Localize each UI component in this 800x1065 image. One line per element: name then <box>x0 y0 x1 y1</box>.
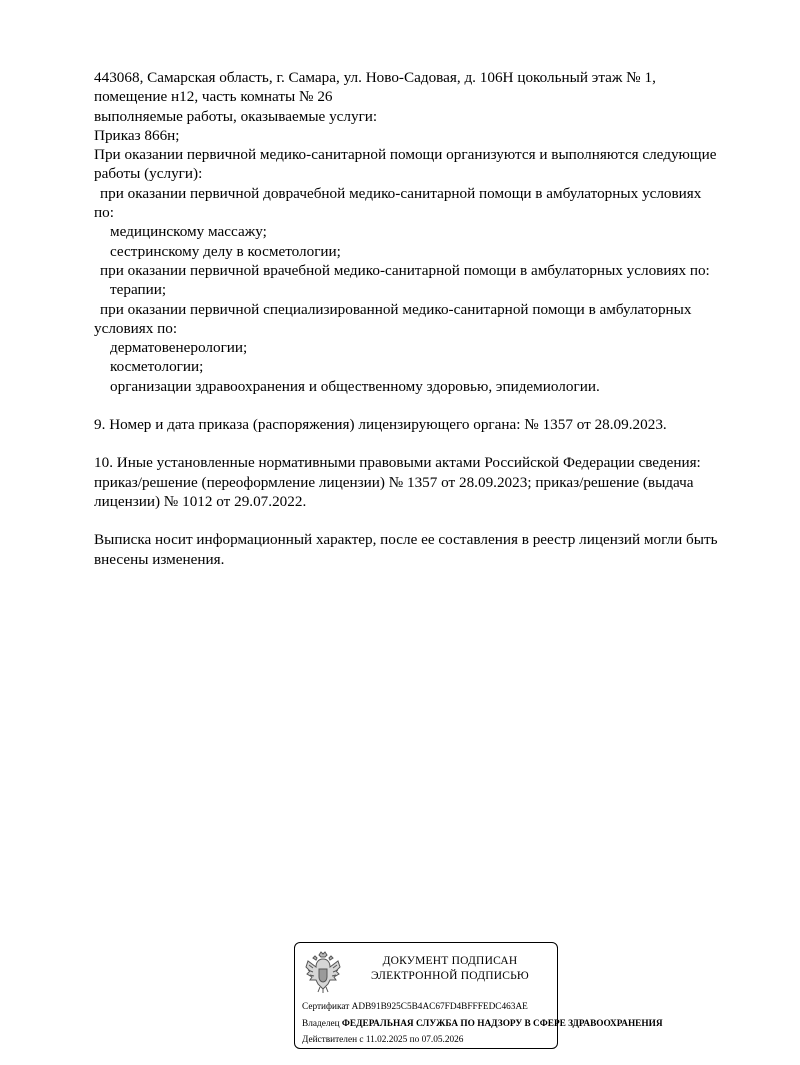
certificate-row <box>302 1001 528 1013</box>
certificate-value: ADB91B925C5B4AC67FD4BFFFEDC463AE <box>351 1002 528 1012</box>
section-9: 9. Номер и дата приказа (распоряжения) лицензирующего органа: № 1357 от 28.09.2023. <box>94 416 667 434</box>
owner-row <box>302 1018 663 1030</box>
service-item-therapy: терапии; <box>110 281 167 299</box>
certificate-label: Сертификат <box>302 1002 350 1012</box>
disclaimer-line-2: внесены изменения. <box>94 550 225 568</box>
owner-label: Владелец <box>302 1019 340 1029</box>
section-10-line-3: лицензии) № 1012 от 29.07.2022. <box>94 492 307 510</box>
stamp-title-line-1: ДОКУМЕНТ ПОДПИСАН <box>382 955 518 967</box>
section-10-line-1: 10. Иные установленные нормативными правовыми актами Российской Федерации сведения: <box>94 454 701 472</box>
service-item-cosmetology: косметологии; <box>110 358 204 376</box>
spacer <box>94 511 764 530</box>
validity-row: Действителен с 11.02.2025 по 07.05.2026 <box>302 1035 464 1045</box>
order-reference: Приказ 866н; <box>94 126 180 144</box>
specialized-heading-1: при оказании первичной специализированной медико-санитарной помощи в амбулаторных <box>100 300 692 318</box>
address-line-1: 443068, Самарская область, г. Самара, ул. Ново-Садовая, д. 106Н цокольный этаж № 1, <box>94 69 656 86</box>
service-item-public-health: организации здравоохранения и общественному здоровью, эпидемиологии. <box>110 377 600 395</box>
service-item-dermatovenereology: дерматовенерологии; <box>110 339 248 357</box>
stamp-title-line-2: ЭЛЕКТРОННОЙ ПОДПИСЬЮ <box>371 969 529 982</box>
primary-care-intro-2: работы (услуги): <box>94 165 203 183</box>
owner-value: ФЕДЕРАЛЬНАЯ СЛУЖБА ПО НАДЗОРУ В СФЕРЕ ЗДРАВООХРАНЕНИЯ <box>341 1019 663 1029</box>
prevrach-heading-1: при оказании первичной доврачебной медико-санитарной помощи в амбулаторных условиях <box>100 184 702 202</box>
electronic-signature-stamp <box>294 942 663 1049</box>
document-body <box>94 68 764 569</box>
russian-coat-of-arms-icon <box>304 949 342 993</box>
disclaimer-line-1: Выписка носит информационный характер, после ее составления в реестр лицензий могли быть <box>94 531 718 549</box>
primary-care-intro-1: При оказании первичной медико-санитарной помощи организуются и выполняются следующие <box>94 146 717 164</box>
services-heading: выполняемые работы, оказываемые услуги: <box>94 107 378 125</box>
service-item-nursing-cosmetology: сестринскому делу в косметологии; <box>110 242 341 260</box>
prevrach-heading-2: по: <box>94 204 114 222</box>
service-item-massage: медицинскому массажу; <box>110 223 267 241</box>
stamp-title <box>355 954 545 983</box>
vrach-heading: при оказании первичной врачебной медико-санитарной помощи в амбулаторных условиях по: <box>100 261 710 279</box>
address-line-2: помещение н12, часть комнаты № 26 <box>94 88 333 106</box>
specialized-heading-2: условиях по: <box>94 319 178 337</box>
spacer <box>94 396 764 415</box>
section-10-line-2: приказ/решение (переоформление лицензии) № 1357 от 28.09.2023; приказ/решение (выдача <box>94 473 694 491</box>
spacer <box>94 434 764 453</box>
